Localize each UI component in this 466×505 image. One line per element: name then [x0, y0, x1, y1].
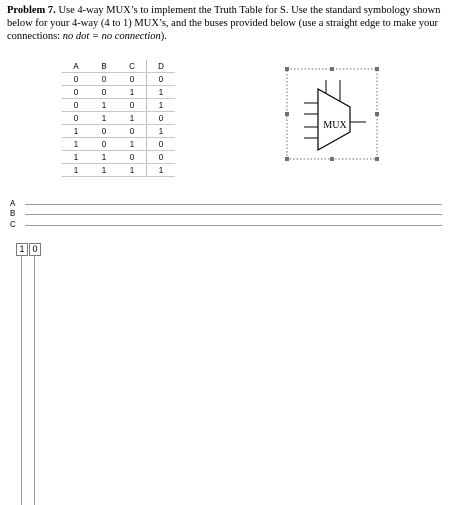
handle-top-middle[interactable] [330, 67, 334, 71]
cell: 1 [118, 164, 147, 177]
handle-middle-left[interactable] [285, 112, 289, 116]
cell: 1 [90, 151, 118, 164]
table-row [62, 112, 175, 125]
bus-line-a[interactable] [25, 204, 442, 205]
handle-top-left[interactable] [285, 67, 289, 71]
cell: 0 [118, 99, 147, 112]
constant-one-line[interactable] [21, 256, 22, 505]
mux-symbol[interactable] [284, 66, 380, 162]
constant-zero-line[interactable] [34, 256, 35, 505]
cell: 0 [147, 112, 176, 125]
cell: 1 [118, 86, 147, 99]
problem-number: Problem 7. [7, 5, 56, 16]
problem-statement [7, 4, 455, 43]
cell: 1 [147, 164, 176, 177]
cell: 1 [62, 164, 90, 177]
handle-top-right[interactable] [375, 67, 379, 71]
constant-one-box: 1 [16, 243, 28, 256]
bus-label-b: B [10, 209, 16, 218]
cell: 1 [62, 125, 90, 138]
cell: 0 [118, 151, 147, 164]
handle-bottom-middle[interactable] [330, 157, 334, 161]
table-row [62, 73, 175, 86]
cell: 1 [90, 112, 118, 125]
cell: 0 [90, 125, 118, 138]
truth-table-header [62, 60, 175, 73]
header-c: C [118, 60, 147, 73]
bus-line-c[interactable] [25, 225, 442, 226]
handle-middle-right[interactable] [375, 112, 379, 116]
mux-label: MUX [323, 120, 347, 131]
table-row [62, 99, 175, 112]
cell: 0 [62, 86, 90, 99]
cell: 0 [62, 73, 90, 86]
cell: 0 [62, 99, 90, 112]
handle-bottom-right[interactable] [375, 157, 379, 161]
cell: 1 [62, 138, 90, 151]
constant-zero-box: 0 [29, 243, 41, 256]
bus-line-b[interactable] [25, 214, 442, 215]
cell: 1 [90, 164, 118, 177]
cell: 1 [62, 151, 90, 164]
bus-label-c: C [10, 220, 16, 229]
cell: 1 [147, 86, 176, 99]
cell: 1 [118, 138, 147, 151]
header-d: D [147, 60, 176, 73]
cell: 1 [118, 112, 147, 125]
cell: 0 [147, 151, 176, 164]
cell: 0 [90, 73, 118, 86]
problem-note: no dot = no connection [62, 31, 161, 42]
cell: 1 [90, 99, 118, 112]
cell: 0 [62, 112, 90, 125]
cell: 0 [90, 138, 118, 151]
header-a: A [62, 60, 90, 73]
bus-label-a: A [10, 199, 16, 208]
cell: 0 [147, 73, 176, 86]
cell: 0 [118, 125, 147, 138]
cell: 0 [90, 86, 118, 99]
cell: 0 [147, 138, 176, 151]
problem-text-end: ). [160, 31, 167, 42]
truth-table [62, 60, 175, 177]
problem-text: Use 4-way MUX’s to implement the Truth Table for S. Use the standard symbology shown below for your 4-way (4 to 1) MUX’s, and the buses provided below (use a straight edge to make your connections: [7, 5, 441, 42]
cell: 0 [118, 73, 147, 86]
header-b: B [90, 60, 118, 73]
table-row [62, 164, 175, 177]
cell: 1 [147, 125, 176, 138]
mux-input-lines [304, 103, 318, 138]
table-row [62, 125, 175, 138]
handle-bottom-left[interactable] [285, 157, 289, 161]
table-row [62, 138, 175, 151]
table-row [62, 86, 175, 99]
cell: 1 [147, 99, 176, 112]
table-row [62, 151, 175, 164]
